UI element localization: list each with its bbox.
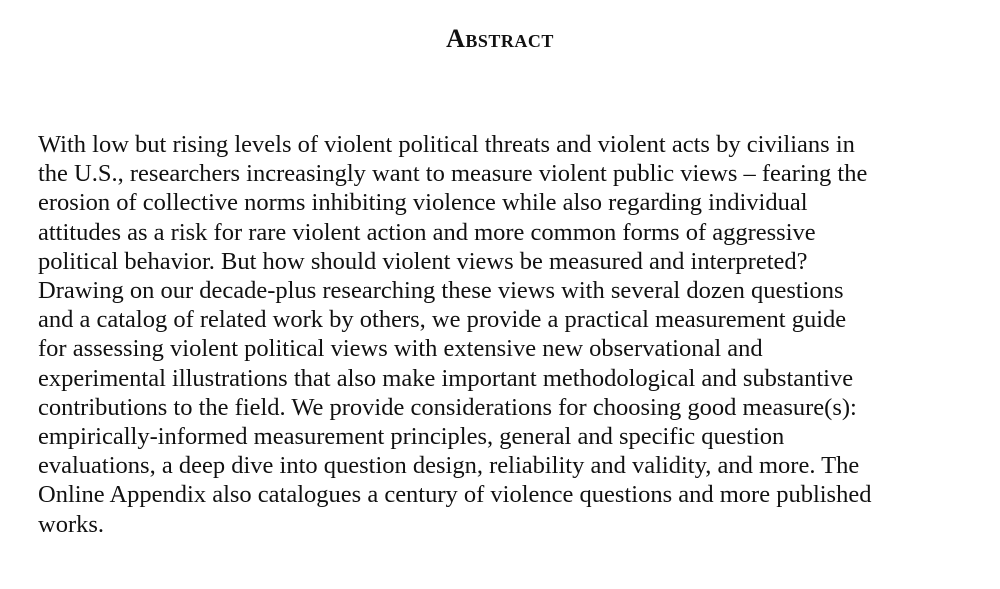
abstract-line: empirically-informed measurement principles, general and specific question <box>38 423 785 451</box>
abstract-line: erosion of collective norms inhibiting violence while also regarding individual <box>38 189 808 217</box>
abstract-line: With low but rising levels of violent political threats and violent acts by civilians in <box>38 131 855 158</box>
abstract-line: Drawing on our decade-plus researching these views with several dozen questions <box>38 277 844 305</box>
abstract-line: political behavior. But how should violent views be measured and interpreted? <box>38 247 808 275</box>
abstract-line: works. <box>38 510 105 538</box>
abstract-heading: Abstract <box>446 24 554 53</box>
abstract-line: the U.S., researchers increasingly want to measure violent public views – fearing the <box>38 160 868 188</box>
abstract-line: experimental illustrations that also make important methodological and substantive <box>38 364 854 392</box>
abstract-line: for assessing violent political views with extensive new observational and <box>38 335 763 363</box>
abstract-line: Online Appendix also catalogues a century of violence questions and more published <box>38 481 872 509</box>
abstract-body <box>38 130 983 539</box>
abstract-line: and a catalog of related work by others, we provide a practical measurement guide <box>38 306 847 334</box>
abstract-line: contributions to the field. We provide considerations for choosing good measure(s): <box>38 393 857 421</box>
abstract-line: attitudes as a risk for rare violent action and more common forms of aggressive <box>38 218 816 246</box>
abstract-line: evaluations, a deep dive into question design, reliability and validity, and more. The <box>38 452 860 480</box>
